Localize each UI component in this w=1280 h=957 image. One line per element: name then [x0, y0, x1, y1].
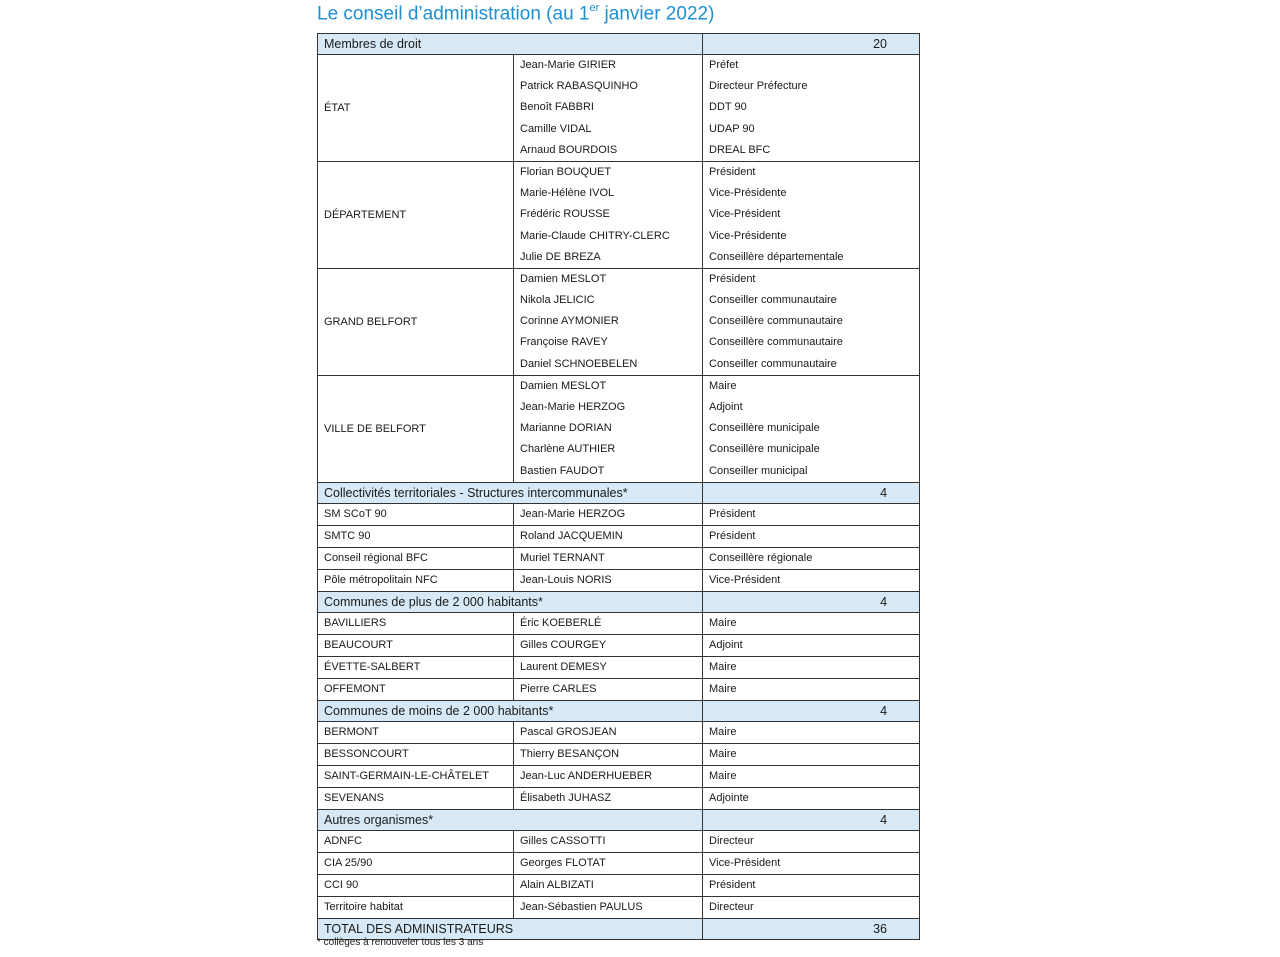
- member-names: [514, 55, 703, 162]
- page-title: Le conseil d’administration (au 1er janvier 2022): [317, 2, 715, 25]
- member-role: Conseillère départementale: [709, 250, 844, 263]
- section-header: [318, 482, 920, 503]
- member-roles: [703, 161, 920, 268]
- member-role: DDT 90: [709, 101, 747, 114]
- member-names: [514, 375, 703, 482]
- table-row: [318, 656, 920, 678]
- member-role: Conseiller communautaire: [709, 357, 837, 370]
- member-role: Maire: [703, 612, 920, 634]
- member-name: Marie-Hélène IVOL: [520, 187, 615, 200]
- organisation: SMTC 90: [318, 525, 514, 547]
- table-row: [318, 874, 920, 896]
- member-role: Vice-Président: [709, 208, 781, 221]
- member-role: Préfet: [709, 59, 739, 71]
- section-header: [318, 809, 920, 830]
- section-header: [318, 34, 920, 55]
- member-role: Vice-Présidente: [709, 187, 787, 200]
- member-name: Laurent DEMESY: [514, 656, 703, 678]
- member-roles: [703, 375, 920, 482]
- member-name: Pierre CARLES: [514, 678, 703, 700]
- organisation: BAVILLIERS: [318, 612, 514, 634]
- member-name: Damien MESLOT: [520, 272, 607, 285]
- table-row: [318, 787, 920, 809]
- group-name: ÉTAT: [318, 55, 514, 162]
- table-row: [318, 678, 920, 700]
- member-name: Jean-Marie HERZOG: [520, 401, 626, 413]
- member-name: Bastien FAUDOT: [520, 464, 605, 477]
- member-name: Nikola JELICIC: [520, 294, 595, 307]
- member-name: Charlène AUTHIER: [520, 443, 616, 456]
- member-name: Éric KOEBERLÉ: [514, 612, 703, 634]
- member-role: Directeur Préfecture: [709, 80, 808, 93]
- member-roles: [703, 268, 920, 375]
- table-row: [318, 852, 920, 874]
- section-label: Autres organismes*: [318, 809, 703, 830]
- organisation: Conseil régional BFC: [318, 547, 514, 569]
- member-role: Maire: [709, 379, 737, 392]
- member-name: Alain ALBIZATI: [514, 874, 703, 896]
- member-role: Directeur: [703, 830, 920, 852]
- table-row: [318, 503, 920, 525]
- table-row: [318, 896, 920, 918]
- footnote: * collèges à renouveler tous les 3 ans: [317, 937, 484, 948]
- table-row: [318, 830, 920, 852]
- total-count: 36: [703, 918, 920, 939]
- member-name: Corinne AYMONIER: [520, 315, 619, 328]
- table-row: [318, 612, 920, 634]
- member-role: Conseillère municipale: [709, 422, 820, 435]
- member-role: Conseillère régionale: [703, 547, 920, 569]
- member-role: Conseiller municipal: [709, 464, 808, 477]
- member-name: Patrick RABASQUINHO: [520, 80, 638, 93]
- member-name: Jean-Marie GIRIER: [520, 59, 616, 71]
- group-row: [318, 375, 920, 482]
- member-role: Adjoint: [709, 401, 743, 413]
- member-role: Adjoint: [703, 634, 920, 656]
- member-name: Pascal GROSJEAN: [514, 721, 703, 743]
- group-name: VILLE DE BELFORT: [318, 375, 514, 482]
- section-label: Communes de moins de 2 000 habitants*: [318, 700, 703, 721]
- member-role: Maire: [703, 721, 920, 743]
- member-name: Jean-Marie HERZOG: [514, 503, 703, 525]
- member-role: Président: [703, 874, 920, 896]
- member-role: Conseillère municipale: [709, 443, 820, 456]
- group-row: [318, 161, 920, 268]
- member-name: Benoît FABBRI: [520, 101, 594, 114]
- member-role: Maire: [703, 678, 920, 700]
- member-name: Julie DE BREZA: [520, 250, 601, 263]
- member-name: Frédéric ROUSSE: [520, 208, 610, 221]
- member-role: Vice-Président: [703, 569, 920, 591]
- group-name: DÉPARTEMENT: [318, 161, 514, 268]
- member-role: Vice-Présidente: [709, 229, 787, 242]
- member-role: Conseiller communautaire: [709, 294, 837, 307]
- member-role: Président: [709, 165, 756, 178]
- member-name: Françoise RAVEY: [520, 336, 608, 349]
- member-role: UDAP 90: [709, 122, 755, 135]
- organisation: CIA 25/90: [318, 852, 514, 874]
- member-role: Président: [703, 525, 920, 547]
- member-name: Thierry BESANÇON: [514, 743, 703, 765]
- table-row: [318, 547, 920, 569]
- table-row: [318, 569, 920, 591]
- member-name: Damien MESLOT: [520, 379, 607, 392]
- organisation: CCI 90: [318, 874, 514, 896]
- member-role: Vice-Président: [703, 852, 920, 874]
- organisation: OFFEMONT: [318, 678, 514, 700]
- organisation: BERMONT: [318, 721, 514, 743]
- member-name: Georges FLOTAT: [514, 852, 703, 874]
- member-name: Muriel TERNANT: [514, 547, 703, 569]
- table-row: [318, 765, 920, 787]
- section-count: 4: [703, 809, 920, 830]
- section-count: 4: [703, 482, 920, 503]
- member-names: [514, 161, 703, 268]
- member-name: Arnaud BOURDOIS: [520, 143, 618, 156]
- section-label: Communes de plus de 2 000 habitants*: [318, 591, 703, 612]
- table-row: [318, 721, 920, 743]
- organisation: BESSONCOURT: [318, 743, 514, 765]
- member-role: Président: [703, 503, 920, 525]
- member-name: Élisabeth JUHASZ: [514, 787, 703, 809]
- section-label: Membres de droit: [318, 34, 703, 55]
- member-role: Maire: [703, 765, 920, 787]
- member-role: DREAL BFC: [709, 143, 771, 156]
- organisation: SEVENANS: [318, 787, 514, 809]
- organisation: BEAUCOURT: [318, 634, 514, 656]
- member-role: Conseillère communautaire: [709, 336, 843, 349]
- group-name: GRAND BELFORT: [318, 268, 514, 375]
- organisation: ADNFC: [318, 830, 514, 852]
- member-name: Roland JACQUEMIN: [514, 525, 703, 547]
- section-count: 4: [703, 700, 920, 721]
- member-name: Marianne DORIAN: [520, 422, 612, 435]
- group-row: [318, 55, 920, 162]
- member-roles: [703, 55, 920, 162]
- organisation: ÉVETTE-SALBERT: [318, 656, 514, 678]
- member-name: Jean-Luc ANDERHUEBER: [514, 765, 703, 787]
- member-names: [514, 268, 703, 375]
- member-role: Conseillère communautaire: [709, 315, 843, 328]
- section-count: 4: [703, 591, 920, 612]
- member-name: Daniel SCHNOEBELEN: [520, 357, 638, 370]
- member-role: Maire: [703, 743, 920, 765]
- organisation: SM SCoT 90: [318, 503, 514, 525]
- member-name: Camille VIDAL: [520, 122, 592, 135]
- section-header: [318, 700, 920, 721]
- table-row: [318, 634, 920, 656]
- member-name: Gilles CASSOTTI: [514, 830, 703, 852]
- member-role: Directeur: [703, 896, 920, 918]
- section-count: 20: [703, 34, 920, 55]
- organisation: SAINT-GERMAIN-LE-CHÂTELET: [318, 765, 514, 787]
- member-name: Gilles COURGEY: [514, 634, 703, 656]
- board-table: [317, 33, 920, 940]
- member-name: Jean-Louis NORIS: [514, 569, 703, 591]
- total-label: TOTAL DES ADMINISTRATEURS: [318, 918, 703, 939]
- section-header: [318, 591, 920, 612]
- table-row: [318, 743, 920, 765]
- member-name: Jean-Sébastien PAULUS: [514, 896, 703, 918]
- section-label: Collectivités territoriales - Structures intercommunales*: [318, 482, 703, 503]
- organisation: Territoire habitat: [318, 896, 514, 918]
- table-row: [318, 525, 920, 547]
- member-role: Adjointe: [703, 787, 920, 809]
- member-name: Florian BOUQUET: [520, 165, 612, 178]
- organisation: Pôle métropolitain NFC: [318, 569, 514, 591]
- member-role: Maire: [703, 656, 920, 678]
- member-role: Président: [709, 272, 756, 285]
- group-row: [318, 268, 920, 375]
- member-name: Marie-Claude CHITRY-CLERC: [520, 229, 670, 242]
